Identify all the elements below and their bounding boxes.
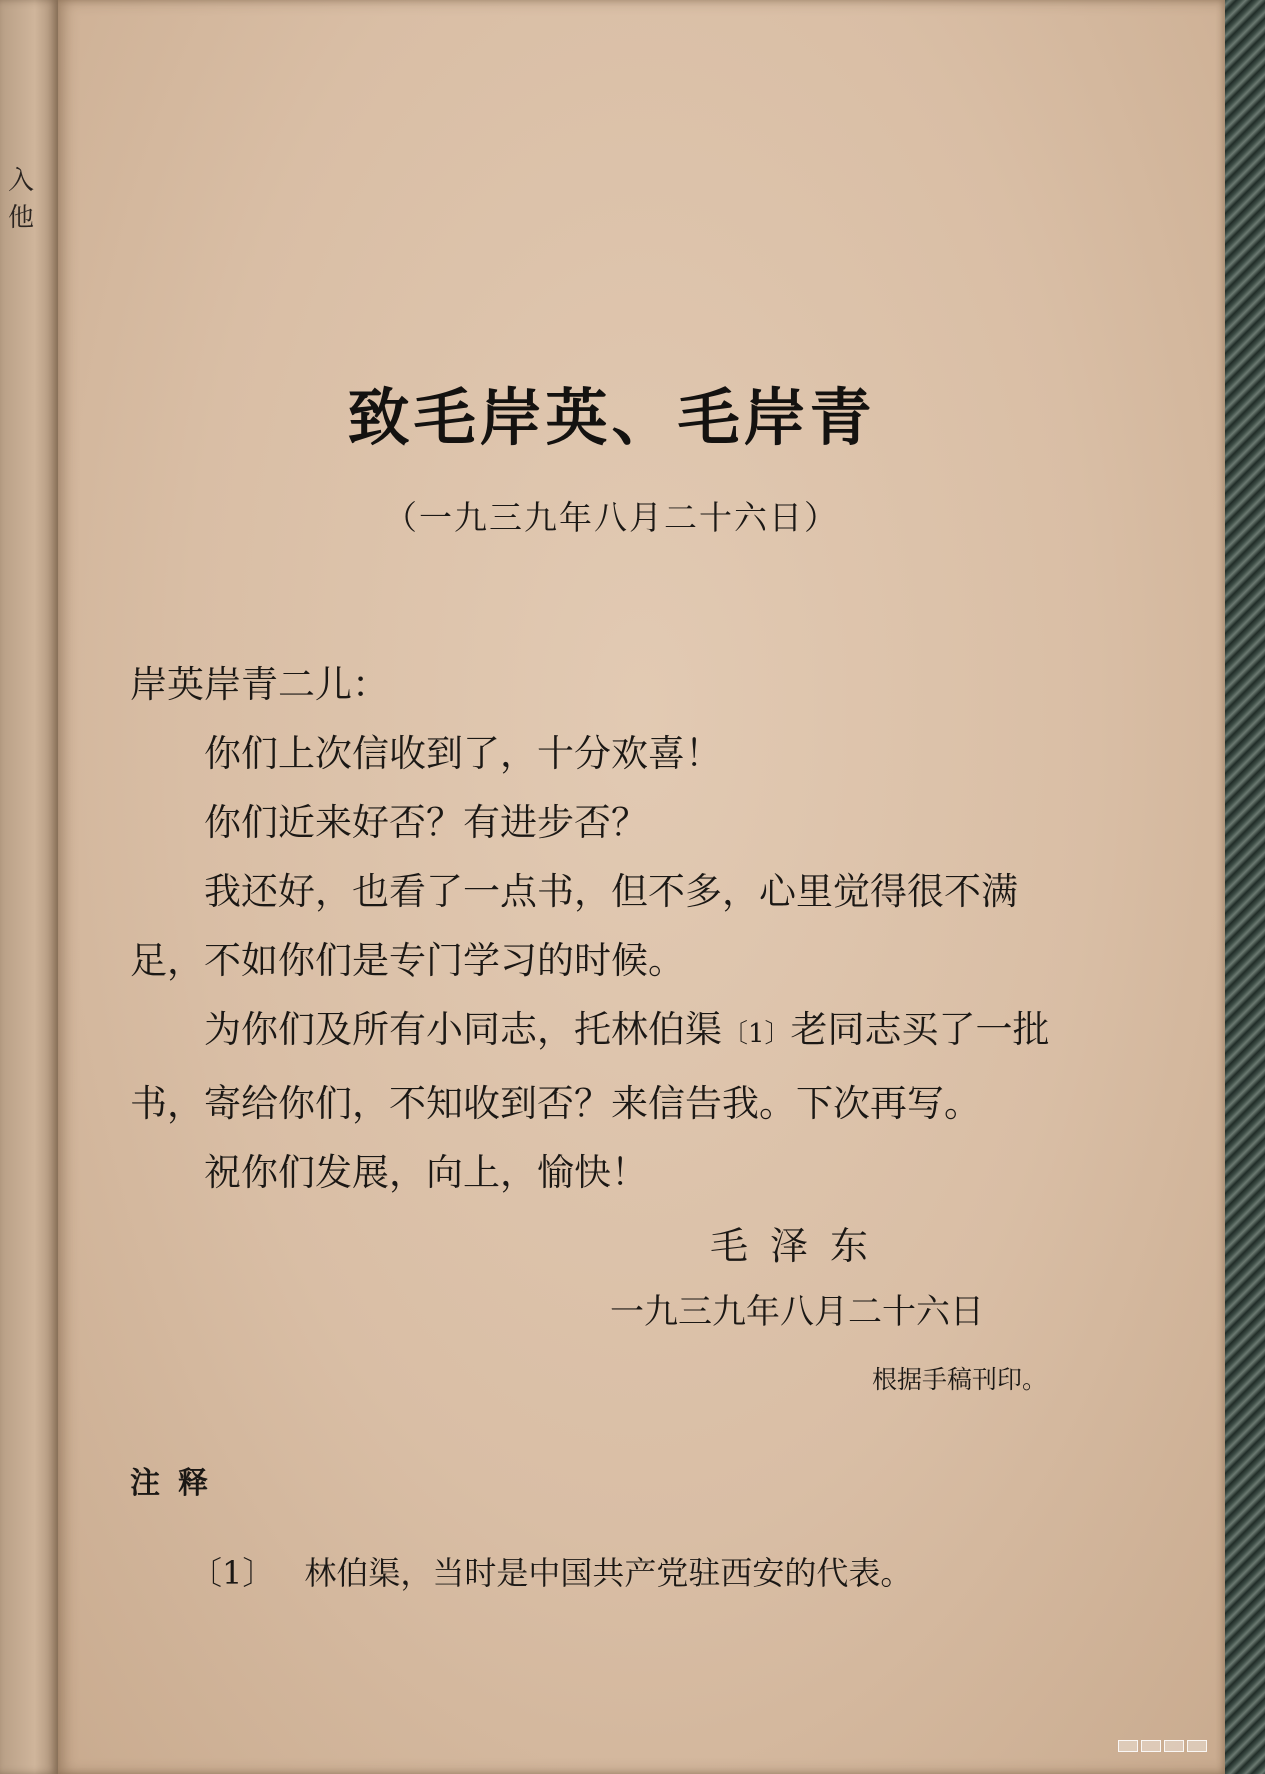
signature-date: 一九三九年八月二十六日 — [610, 1292, 984, 1332]
watermark-logo — [1118, 1740, 1207, 1752]
footnote-reference: 〔1〕 — [722, 1019, 791, 1049]
paragraph: 你们近来好否？有进步否？ — [204, 801, 648, 844]
paragraph-text: 老同志买了一批书，寄给你们，不知收到否？来信告我。下次再写。 — [130, 1008, 1050, 1125]
letter-greeting: 岸英岸青二儿： — [130, 663, 389, 706]
watermark-block — [1164, 1740, 1184, 1752]
watermark-block — [1118, 1740, 1138, 1752]
paragraph-text: 为你们及所有小同志，托林伯渠 — [204, 1008, 722, 1051]
source-note: 根据手稿刊印。 — [872, 1365, 1048, 1394]
signature: 毛泽东 — [710, 1224, 891, 1268]
watermark-block — [1141, 1740, 1161, 1752]
facing-page-text: 入他 — [8, 166, 37, 233]
letter-date-subtitle: （一九三九年八月二十六日） — [384, 498, 839, 537]
footnote-number: 〔1〕 — [190, 1554, 275, 1592]
book-page — [58, 0, 1225, 1774]
paragraph: 我还好，也看了一点书，但不多，心里觉得很不满足，不如你们是专门学习的时候。 — [130, 870, 1018, 982]
facing-page — [0, 0, 58, 1774]
letter-title: 致毛岸英、毛岸青 — [347, 381, 876, 454]
watermark-block — [1187, 1740, 1207, 1752]
letter-body — [130, 650, 1090, 1207]
paragraph: 你们上次信收到了，十分欢喜！ — [204, 732, 722, 775]
footnote-item — [190, 1548, 912, 1594]
paragraph: 祝你们发展，向上，愉快！ — [204, 1151, 648, 1194]
paragraph-with-footnote — [130, 995, 1090, 1138]
notes-heading: 注释 — [130, 1466, 226, 1501]
footnote-text: 林伯渠，当时是中国共产党驻西安的代表。 — [304, 1554, 913, 1592]
